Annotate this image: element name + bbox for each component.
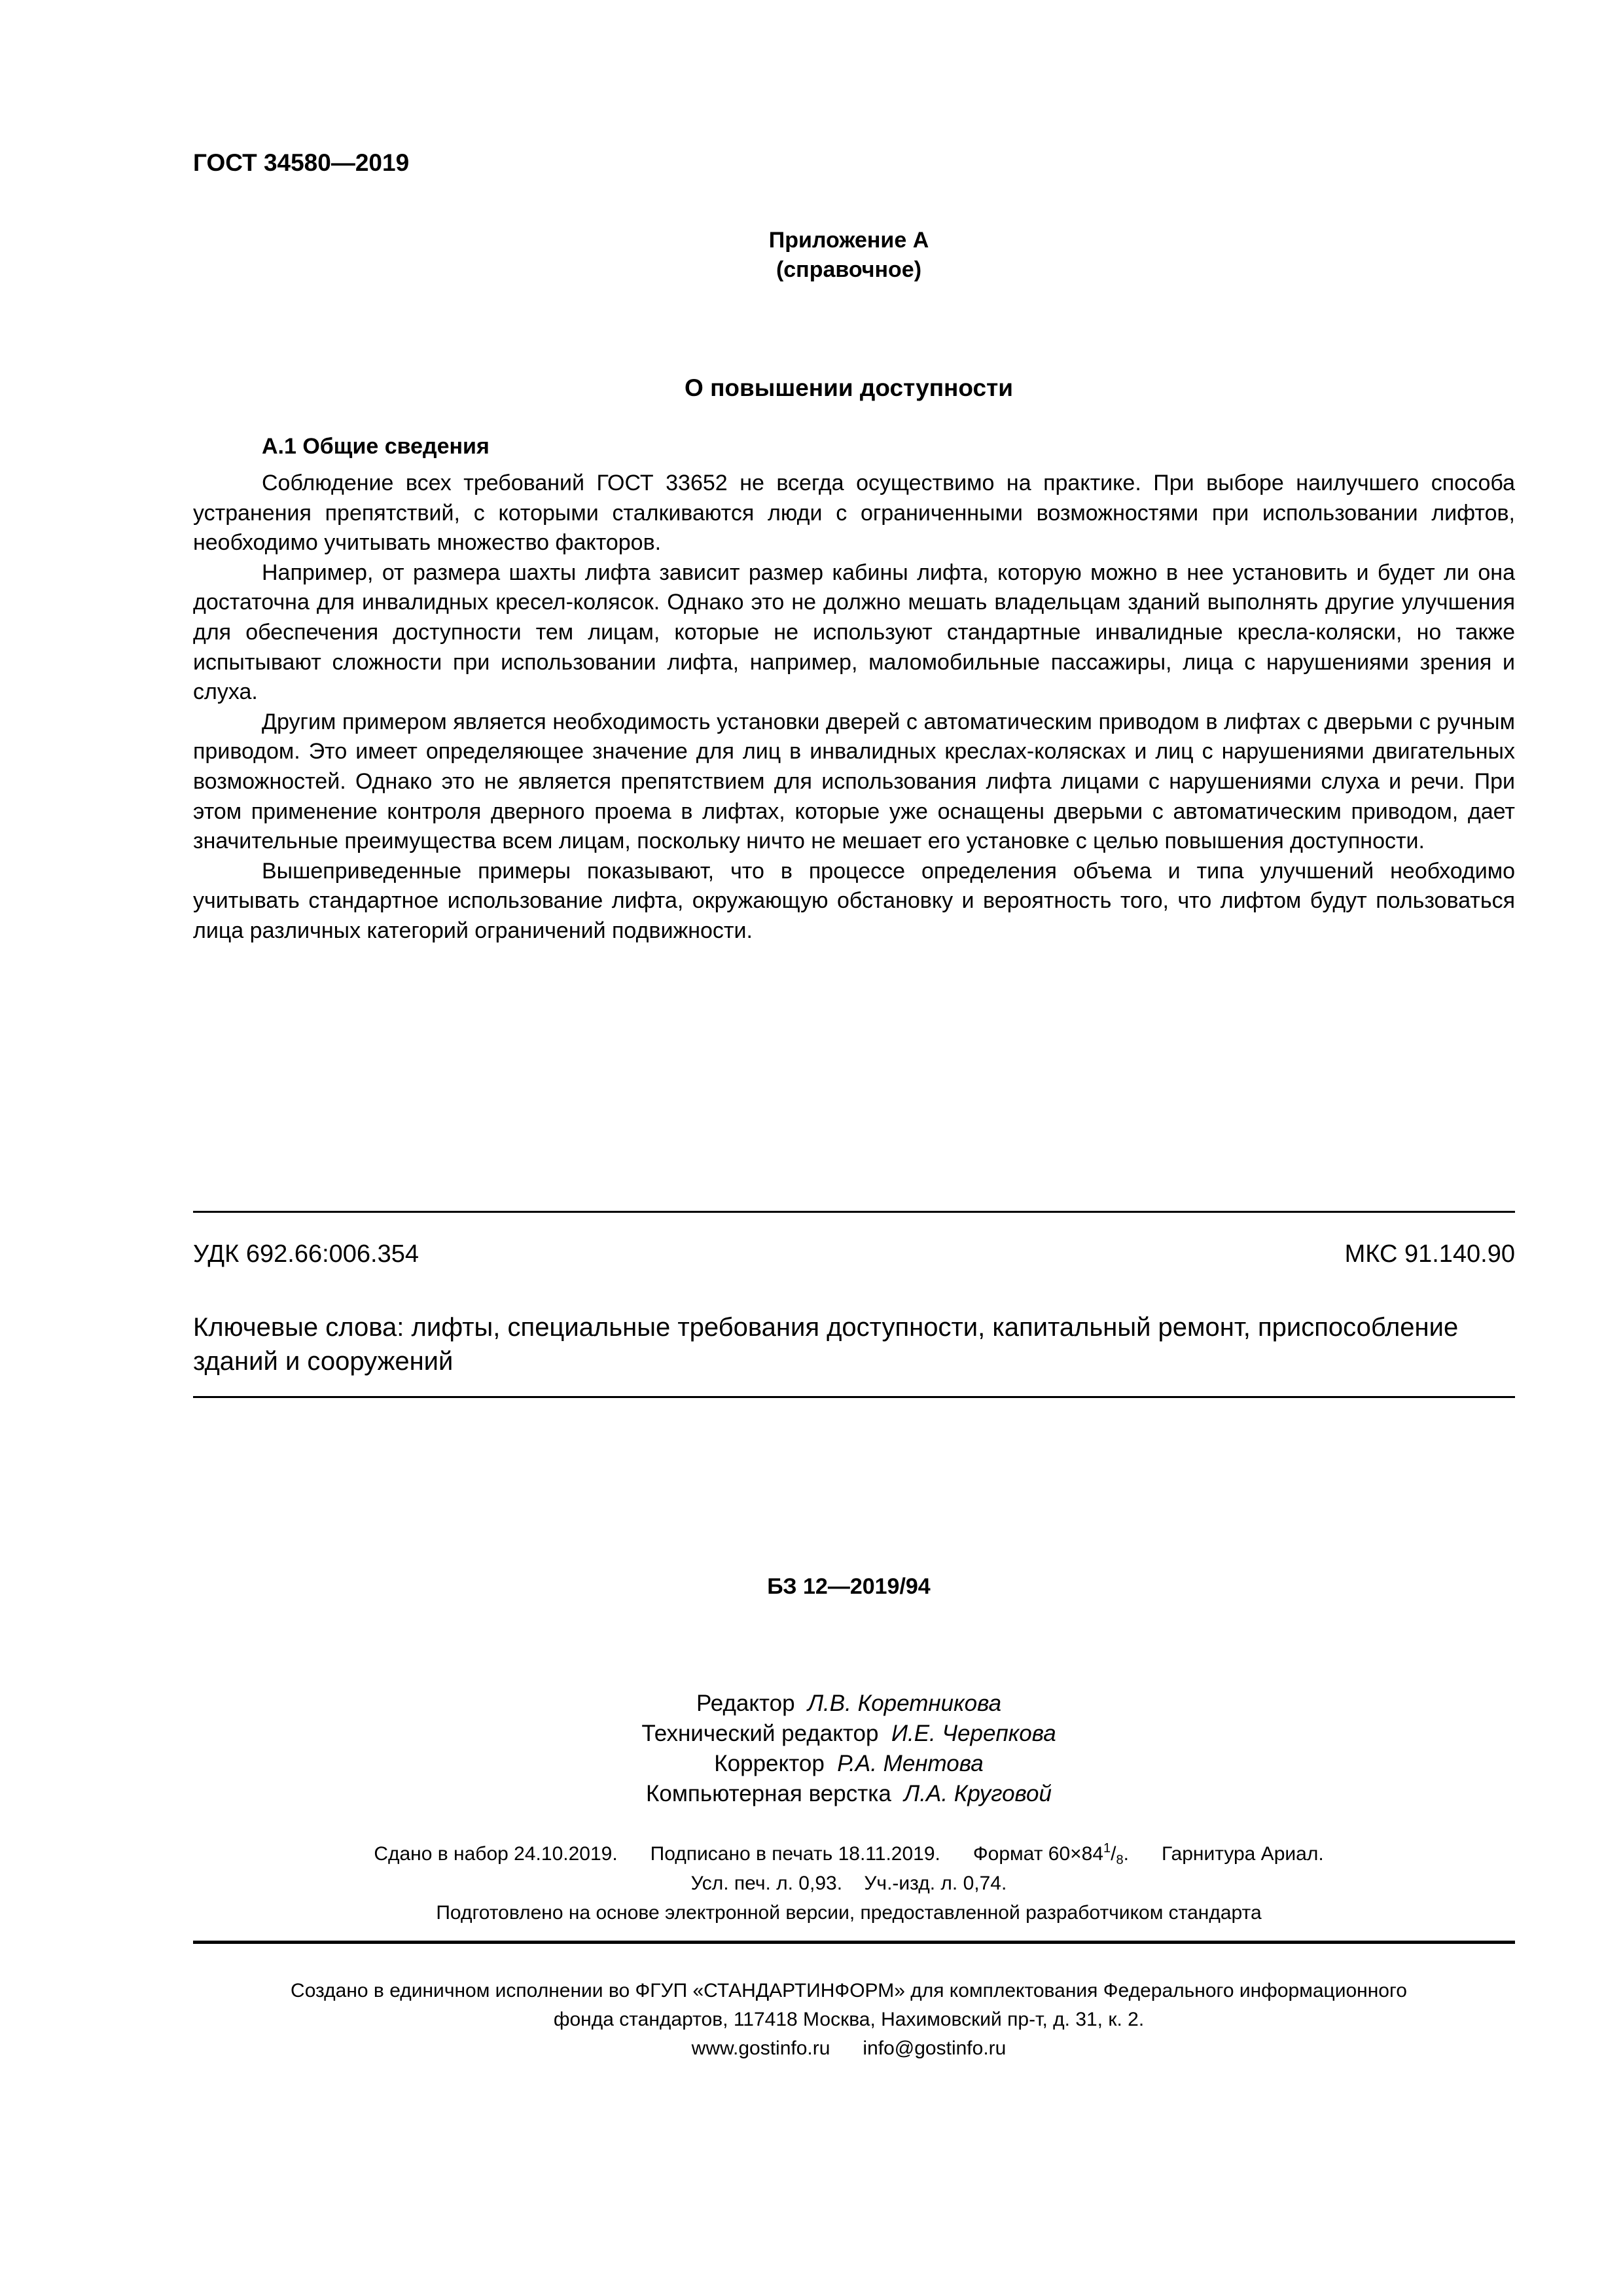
- paragraph: Другим примером является необходимость установки дверей с автоматическим приводом в лифтах с дверьми с ручным приводом. Это имеет определяющее значение для лиц в инвалидных креслах-колясках и лиц с нарушениями двигательных возможностей. Однако это не является препятствием для использования лифта лицами с нарушениями слуха и речи. При этом применение контроля дверного проема в лифтах, которые уже оснащены дверьми с автоматическим приводом, дает значительные преимущества всем лицам, поскольку ничто не мешает его установке с целью повышения доступности.: [193, 709, 1515, 854]
- publisher-info: [0, 1977, 1623, 2063]
- annex-title: Приложение А: [768, 228, 929, 253]
- section-heading: А.1 Общие сведения: [262, 434, 490, 459]
- staff-role: Компьютерная верстка: [645, 1781, 891, 1806]
- staff-name: Л.А. Круговой: [904, 1781, 1052, 1806]
- imprint: [0, 1839, 1623, 1928]
- staff-item: [0, 1779, 1623, 1809]
- paragraph: Например, от размера шахты лифта зависит размер кабины лифта, которую можно в нее установить и будет ли она достаточна для инвалидных кресел-колясок. Однако это не должно мешать владельцам зданий выполнять другие улучшения для обеспечения доступности тем лицам, которые не используют стандартные инвалидные кресла-коляски, но также испытывают сложности при использовании лифта, например, маломобильные пассажиры, лица с нарушениями зрения и слуха.: [193, 560, 1515, 705]
- staff-name: Р.А. Ментова: [837, 1751, 984, 1776]
- bz-number: БЗ 12—2019/94: [767, 1574, 931, 1599]
- staff-role: Технический редактор: [641, 1721, 879, 1746]
- page-title: О повышении доступности: [685, 374, 1013, 401]
- staff-item: [0, 1719, 1623, 1749]
- udk-code: УДК 692.66:006.354: [193, 1240, 419, 1268]
- print-sheets: Усл. печ. л. 0,93.: [690, 1873, 843, 1894]
- divider: [193, 1941, 1515, 1944]
- email-link[interactable]: info@gostinfo.ru: [863, 2037, 1007, 2059]
- paper-format: Формат $60\times 84^1/_8$.: [972, 1841, 1129, 1867]
- keywords-line: Ключевые слова: лифты, специальные требования доступности, капитальный ремонт, приспособление: [193, 1313, 1459, 1342]
- keywords: [193, 1310, 1515, 1378]
- staff-list: [0, 1689, 1623, 1809]
- body-text: [193, 469, 1515, 946]
- pub-sheets: Уч.-изд. л. 0,74.: [864, 1873, 1007, 1894]
- publisher-line: Создано в единичном исполнении во ФГУП «СТАНДАРТИНФОРМ» для комплектования Федерального информационного: [291, 1980, 1407, 2001]
- imprint-line: [0, 1839, 1623, 1869]
- publisher-line: фонда стандартов, 117418 Москва, Нахимовский пр-т, д. 31, к. 2.: [553, 2009, 1145, 2030]
- signed-date: Подписано в печать 18.11.2019.: [650, 1843, 940, 1865]
- annex-type: (справочное): [776, 257, 922, 282]
- font-name: Гарнитура Ариал.: [1161, 1843, 1324, 1865]
- publisher-contacts: [0, 2034, 1623, 2063]
- keywords-line: зданий и сооружений: [193, 1347, 454, 1376]
- website-link[interactable]: www.gostinfo.ru: [691, 2037, 830, 2059]
- staff-name: И.Е. Черепкова: [891, 1721, 1056, 1746]
- paragraph: Соблюдение всех требований ГОСТ 33652 не всегда осуществимо на практике. При выборе наилучшего способа устранения препятствий, с которыми сталкиваются люди с ограниченными возможностями при использовании лифтов, необходимо учитывать множество факторов.: [193, 471, 1515, 556]
- paragraph: Вышеприведенные примеры показывают, что в процессе определения объема и типа улучшений необходимо учитывать стандартное использование лифта, окружающую обстановку и вероятность того, что лифтом будут пользоваться лица различных категорий ограничений подвижности.: [193, 858, 1515, 943]
- staff-role: Корректор: [714, 1751, 825, 1776]
- prepared-note: Подготовлено на основе электронной версии, предоставленной разработчиком стандарта: [436, 1902, 1262, 1924]
- mks-code: МКС 91.140.90: [1344, 1240, 1515, 1268]
- submitted-date: Сдано в набор 24.10.2019.: [374, 1843, 618, 1865]
- standard-code: ГОСТ 34580—2019: [193, 149, 410, 176]
- staff-role: Редактор: [696, 1691, 795, 1716]
- staff-item: [0, 1689, 1623, 1719]
- divider: [193, 1211, 1515, 1213]
- divider: [193, 1396, 1515, 1398]
- staff-item: [0, 1749, 1623, 1779]
- staff-name: Л.В. Коретникова: [808, 1691, 1002, 1716]
- imprint-line: [0, 1869, 1623, 1898]
